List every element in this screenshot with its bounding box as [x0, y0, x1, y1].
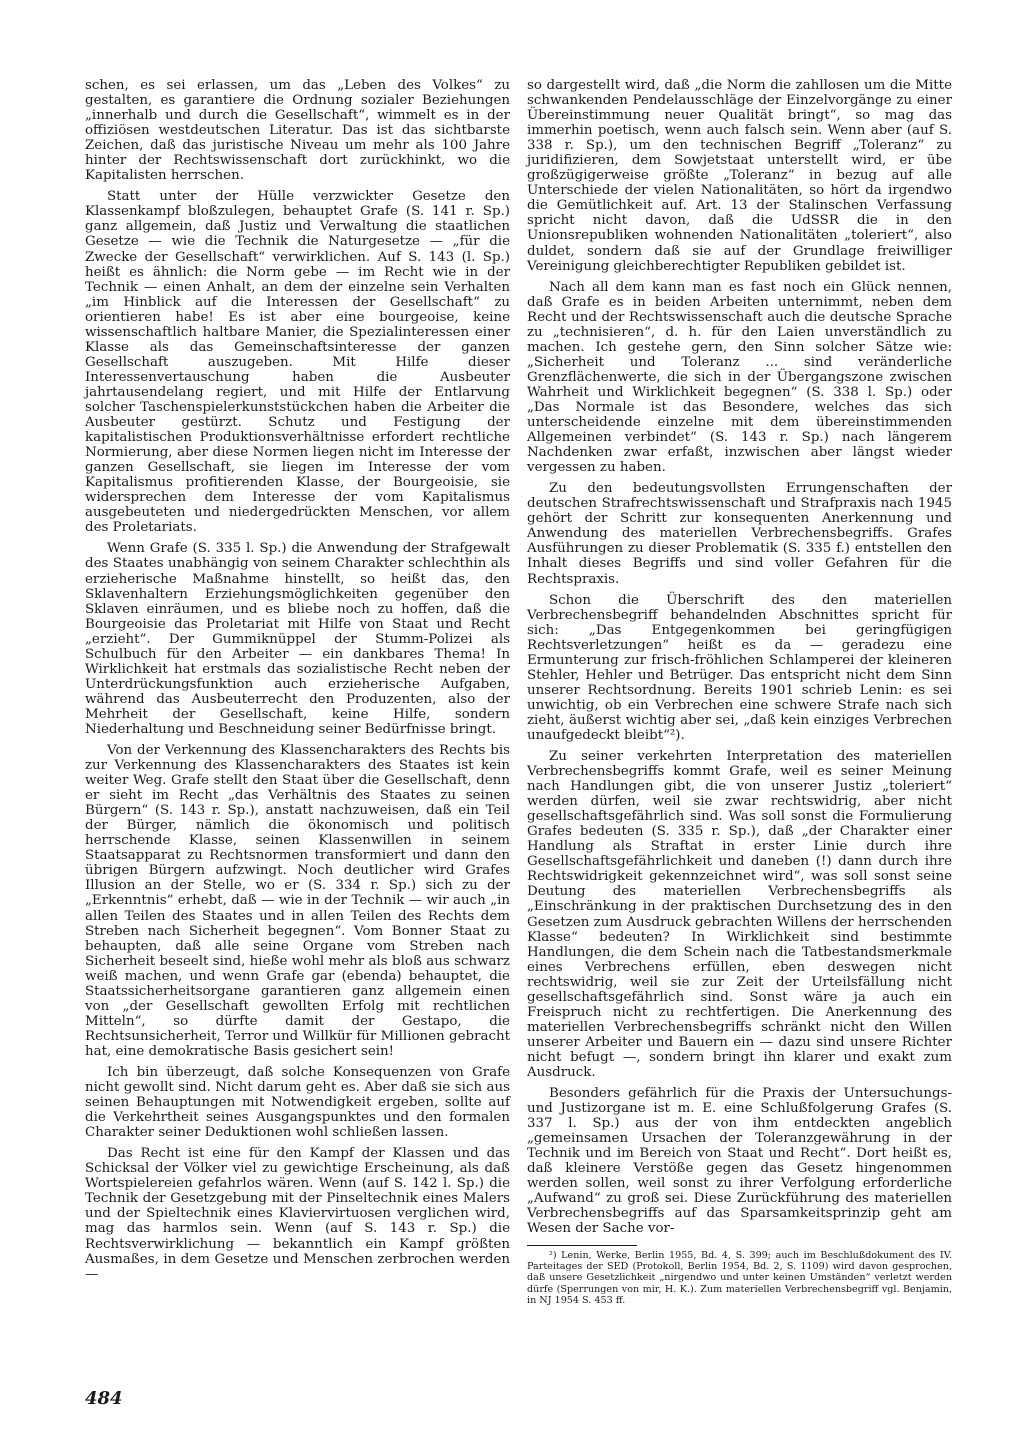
footnote-divider: [527, 1245, 637, 1246]
paragraph: Zu den bedeutungsvollsten Errungenschaften der deutschen Strafrechtswissenschaft und Strafpraxis nach 1945 gehört der Schritt zur konsequenten Anerkennung und Anwendung des materiellen Verbrechensbegriffs. Grafes Ausführungen zu dieser Problematik (S. 335 f.) entstellen den Inhalt dieses Begriffs und sind voller Gefahren für die Rechtspraxis.: [527, 481, 952, 587]
paragraph: Schon die Überschrift des den materiellen Verbrechensbegriff behandelnden Abschnittes spricht für sich: „Das Entgegenkommen bei geringfügigen Rechtsverletzungen“ heißt es da — geradezu eine Ermunterung zur frisch-fröhlichen Schlamperei der kleineren Stehler, Hehler und Betrüger. Das entspricht nicht dem Sinn unserer Rechtsordnung. Bereits 1901 schrieb Lenin: es sei unwichtig, ob ein Verbrechen eine schwere Strafe nach sich zieht, äußerst wichtig aber sei, „daß kein einziges Verbrechen unaufgedeckt bleibt“²).: [527, 592, 952, 743]
paragraph: Das Recht ist eine für den Kampf der Klassen und das Schicksal der Völker viel zu gewichtige Erscheinung, als daß Wortspielereien gefahrlos wären. Wenn (auf S. 142 l. Sp.) die Technik der Gesetzgebung mit der Pinseltechnik eines Malers und der Spieltechnik eines Klaviervirtuosen verglichen wird, mag das harmlos sein. Wenn (auf S. 143 r. Sp.) die Rechtsverwirklichung — bekanntlich ein Kampf größten Ausmaßes, in dem Gesetze und Menschen zerbrochen werden —: [85, 1146, 510, 1282]
paragraph: Statt unter der Hülle verzwickter Gesetze den Klassenkampf bloßzulegen, behauptet Grafe (S. 141 r. Sp.) ganz allgemein, daß Justiz und Verwaltung die staatlichen Gesetze — wie die Technik die Naturgesetze — „für die Zwecke der Gesellschaft“ verwirklichen. Auf S. 143 (l. Sp.) heißt es ähnlich: die Norm gebe — im Recht wie in der Technik — einen Anhalt, an dem der einzelne sein Verhalten „im Hinblick auf die Interessen der Gesellschaft“ zu orientieren habe! Es ist aber eine bourgeoise, keine wissenschaftlich haltbare Manier, die Spezialinteressen einer Klasse als das Gemeinschaftsinteresse der ganzen Gesellschaft auszugeben. Mit Hilfe dieser Interessenvertauschung haben die Ausbeuter jahrtausendelang regiert, und mit Hilfe der Entlarvung solcher Taschenspielerkunststückchen haben die Arbeiter die Ausbeuter gestürzt. Schutz und Festigung der kapitalistischen Produktionsverhältnisse erfordert rechtliche Normierung, aber diese Normen liegen nicht im Interesse der ganzen Gesellschaft, sie liegen im Interesse der vom Kapitalismus profitierenden Klasse, der Bourgeoisie, sie widersprechen dem Interesse der vom Kapitalismus ausgebeuteten und niedergedrückten Menschen, vor allem des Proletariats.: [85, 189, 510, 536]
paragraph: schen, es sei erlassen, um das „Leben des Volkes“ zu gestalten, es garantiere die Ordnung sozialer Beziehungen „innerhalb und durch die Gesellschaft“, wimmelt es in der offiziösen westdeutschen Literatur. Das ist das sichtbarste Zeichen, daß das juristische Niveau um mehr als 100 Jahre hinter der Rechtswissenschaft dort zurückhinkt, wo die Kapitalisten herrschen.: [85, 78, 510, 184]
footnote: ²) Lenin, Werke, Berlin 1955, Bd. 4, S. 399; auch im Beschlußdokument des IV. Parteitages der SED (Protokoll, Berlin 1954, Bd. 2, S. 1109) wird davon gesprochen, daß unsere Gesetzlichkeit „nirgendwo und unter keinen Umständen“ verletzt werden dürfe (Sperrungen von mir, H. K.). Zum materiellen Verbrechensbegriff vgl. Benjamin, in NJ 1954 S. 453 ff.: [527, 1249, 952, 1307]
left-column: [85, 78, 510, 1288]
paragraph: Besonders gefährlich für die Praxis der Untersuchungs- und Justizorgane ist m. E. eine Schlußfolgerung Grafes (S. 337 l. Sp.) aus der von ihm entdeckten angeblich „gemeinsamen Ursachen der Toleranzgewährung in der Technik und im Bereich von Staat und Recht“. Dort heißt es, daß kleinere Verstöße gegen das Gesetz hingenommen werden sollen, weil sonst zu ihrer Verfolgung erforderliche „Aufwand“ zu groß sei. Diese Zurückführung des materiellen Verbrechensbegriffs auf das Sparsamkeitsprinzip geht am Wesen der Sache vor-: [527, 1086, 952, 1237]
paragraph: Nach all dem kann man es fast noch ein Glück nennen, daß Grafe es in beiden Arbeiten unternimmt, neben dem Recht und der Rechtswissenschaft auch die deutsche Sprache zu „technisieren“, d. h. für den Laien unverständlich zu machen. Ich gestehe gern, den Sinn solcher Sätze wie: „Sicherheit und Toleranz ... sind veränderliche Grenzflächenwerte, die sich in der Übergangszone zwischen Wahrheit und Wirklichkeit begegnen“ (S. 338 l. Sp.) oder „Das Normale ist das Besondere, welches das sich unterscheidende einzelne mit dem übereinstimmenden Allgemeinen verbindet“ (S. 143 r. Sp.) nach längerem Nachdenken zwar erfaßt, inzwischen aber längst wieder vergessen zu haben.: [527, 279, 952, 476]
paragraph: so dargestellt wird, daß „die Norm die zahllosen um die Mitte schwankenden Pendelausschläge der Einzelvorgänge zu einer Übereinstimmung neuer Qualität bringt“, so mag das immerhin poetisch, wenn auch falsch sein. Wenn aber (auf S. 338 r. Sp.), um den technischen Begriff „Toleranz“ zu juridifizieren, dem Sowjetstaat unterstellt wird, er übe großzügigerweise größte „Toleranz“ in bezug auf alle Unterschiede der vielen Nationalitäten, so hört da irgendwo die Gemütlichkeit auf. Art. 13 der Stalinschen Verfassung spricht nicht davon, daß die UdSSR die in den Unionsrepubliken wohnenden Nationalitäten „toleriert“, also duldet, sondern daß sie auf der Grundlage freiwilliger Vereinigung gleichberechtigter Republiken gebildet ist.: [527, 78, 952, 274]
right-column: [527, 78, 952, 1313]
paragraph: Zu seiner verkehrten Interpretation des materiellen Verbrechensbegriffs kommt Grafe, weil es seiner Meinung nach Handlungen gibt, die von unserer Justiz „toleriert“ werden dürfen, weil sie zwar rechtswidrig, aber nicht gesellschaftsgefährlich sind. Was soll sonst die Formulierung Grafes bedeuten (S. 335 r. Sp.), daß „der Charakter einer Handlung als Straftat in erster Linie durch ihre Gesellschaftsgefährlichkeit und daneben (!) dann durch ihre Rechtswidrigkeit gekennzeichnet wird“, was soll sonst seine Deutung des materiellen Verbrechensbegriffs als „Einschränkung in der praktischen Durchsetzung des in den Gesetzen zum Ausdruck gebrachten Willens der herrschenden Klasse“ bedeuten? In Wirklichkeit sind bestimmte Handlungen, die dem Schein nach die Tatbestandsmerkmale eines Verbrechens erfüllen, eben deswegen nicht rechtswidrig, weil sie zur Zeit der Urteilsfällung nicht gesellschaftsgefährlich sind. Sonst wäre ja auch ein Freispruch nicht zu rechtfertigen. Die Anerkennung des materiellen Verbrechensbegriffs schränkt nicht den Willen unserer Arbeiter und Bauern ein — dazu sind unsere Richter nicht befugt —, sondern bringt ihn klarer und exakt zum Ausdruck.: [527, 749, 952, 1080]
paragraph: Ich bin überzeugt, daß solche Konsequenzen von Grafe nicht gewollt sind. Nicht darum geht es. Aber daß sie sich aus seinen Behauptungen mit Notwendigkeit ergeben, sollte auf die Verkehrtheit seines Ausgangspunktes und den formalen Charakter seiner Deduktionen wohl schließen lassen.: [85, 1065, 510, 1141]
paragraph: Von der Verkennung des Klassencharakters des Rechts bis zur Verkennung des Klassencharakters des Staates ist kein weiter Weg. Grafe stellt den Staat über die Gesellschaft, denn er sieht im Recht „das Verhältnis des Staates zu seinen Bürgern“ (S. 143 r. Sp.), anstatt nachzuweisen, daß ein Teil der Bürger, nämlich die ökonomisch und politisch herrschende Klasse, seinen Klassenwillen in seinem Staatsapparat zu Rechtsnormen transformiert und dann den übrigen Bürgern aufzwingt. Noch deutlicher wird Grafes Illusion an der Stelle, wo er (S. 334 r. Sp.) sich zu der „Erkenntnis“ erhebt, daß — wie in der Technik — wir auch „in allen Teilen des Staates und in allen Teilen des Rechts dem Streben nach Sicherheit begegnen“. Vom Bonner Staat zu behaupten, daß alle seine Organe vom Streben nach Sicherheit beseelt sind, hieße wohl mehr als bloß aus schwarz weiß machen, und wenn Grafe gar (ebenda) behauptet, die Staatssicherheitsorgane garantieren ganz allgemein einen von „der Gesellschaft gewollten Erfolg mit rechtlichen Mitteln“, so dürfte damit der Gestapo, die Rechtsunsicherheit, Terror und Willkür für Millionen gebracht hat, eine demokratische Basis gesichert sein!: [85, 743, 510, 1059]
paragraph: Wenn Grafe (S. 335 l. Sp.) die Anwendung der Strafgewalt des Staates unabhängig von seinem Charakter schlechthin als erzieherische Maßnahme hinstellt, so heißt das, den Sklavenhaltern Erziehungsmöglichkeiten gegenüber den Sklaven einräumen, und es bliebe noch zu hoffen, daß die Bourgeoisie das Proletariat mit Hilfe von Staat und Recht „erzieht“. Der Gummiknüppel der Stumm-Polizei als Schulbuch für den Arbeiter — ein dankbares Thema! In Wirklichkeit hat erstmals das sozialistische Recht neben der Unterdrückungsfunktion auch erzieherische Aufgaben, während das Ausbeuterrecht den Produzenten, also der Mehrheit der Gesellschaft, keine Hilfe, sondern Niederhaltung und Beschneidung seiner Bedürfnisse bringt.: [85, 541, 510, 737]
page-number: 484: [85, 1388, 123, 1409]
